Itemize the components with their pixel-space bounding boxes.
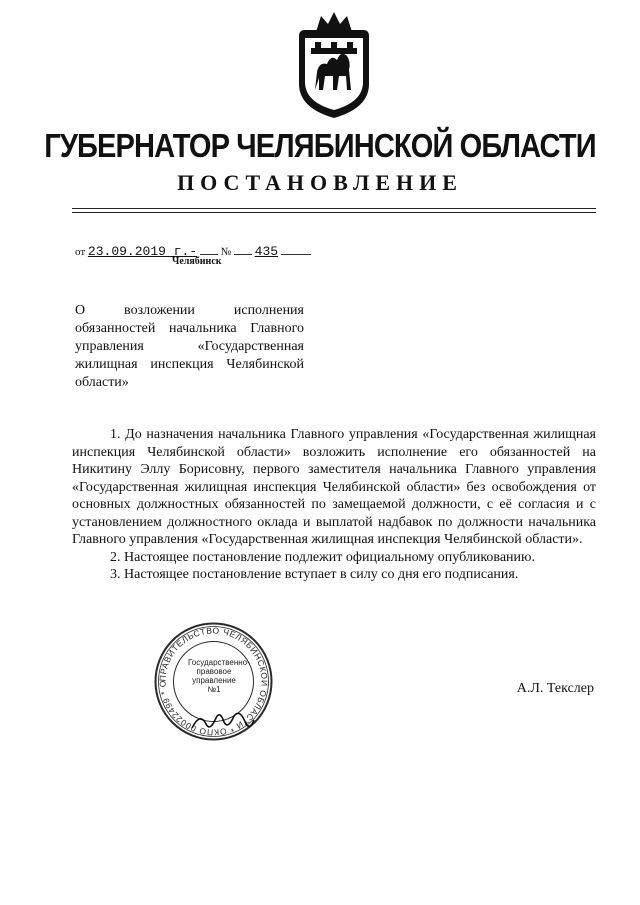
paragraph-2: 2. Настоящее постановление подлежит официальному опубликованию.	[110, 549, 535, 565]
signer-name: А.Л. Текслер	[516, 681, 594, 696]
governor-title: ГУБЕРНАТОР ЧЕЛЯБИНСКОЙ ОБЛАСТИ	[44, 127, 596, 164]
number-underline-left	[234, 254, 252, 255]
paragraph-1: 1. До назначения начальника Главного управления «Государственная жилищная инспекция Челябинской области» возложить исполнение его обязанностей на Никитину Эллу Борисовну, первого заместителя начальника Главного управления «Государственная жилищная инспекция Челябинской области» без освобождения от основных должностных обязанностей по замещаемой должности, с её согласия и с установлением должностного оклада и выплатой надбавок по должности начальника Главного управления «Государственная жилищная инспекция Челябинской области».	[72, 427, 596, 547]
date-underline	[200, 254, 218, 255]
document-city: Челябинск	[172, 256, 222, 267]
document-body	[72, 426, 596, 584]
number-prefix: №	[220, 246, 232, 258]
coat-of-arms-emblem	[291, 10, 377, 120]
handwritten-signature	[188, 706, 258, 736]
header-divider-top	[72, 208, 596, 209]
document-subject: О возложении исполнения обязанностей начальника Главного управления «Государственная жилищная инспекция Челябинской области»	[75, 303, 304, 390]
stamp-inner-text: Государственно-правовое управление №1	[188, 658, 250, 694]
header-divider-bottom	[72, 212, 596, 213]
document-date: 23.09.2019 г.-	[87, 244, 198, 259]
document-type: ПОСТАНОВЛЕНИЕ	[177, 170, 463, 195]
paragraph-3: 3. Настоящее постановление вступает в силу со дня его подписания.	[110, 567, 519, 582]
stamp-ring-text: ПРАВИТЕЛЬСТВО ЧЕЛЯБИНСКОЙ ОБЛАСТИ * ОКПО 00022499 * О	[157, 625, 270, 738]
date-prefix: от	[75, 246, 86, 258]
number-underline-right	[281, 254, 311, 255]
document-number: 435	[254, 244, 279, 259]
